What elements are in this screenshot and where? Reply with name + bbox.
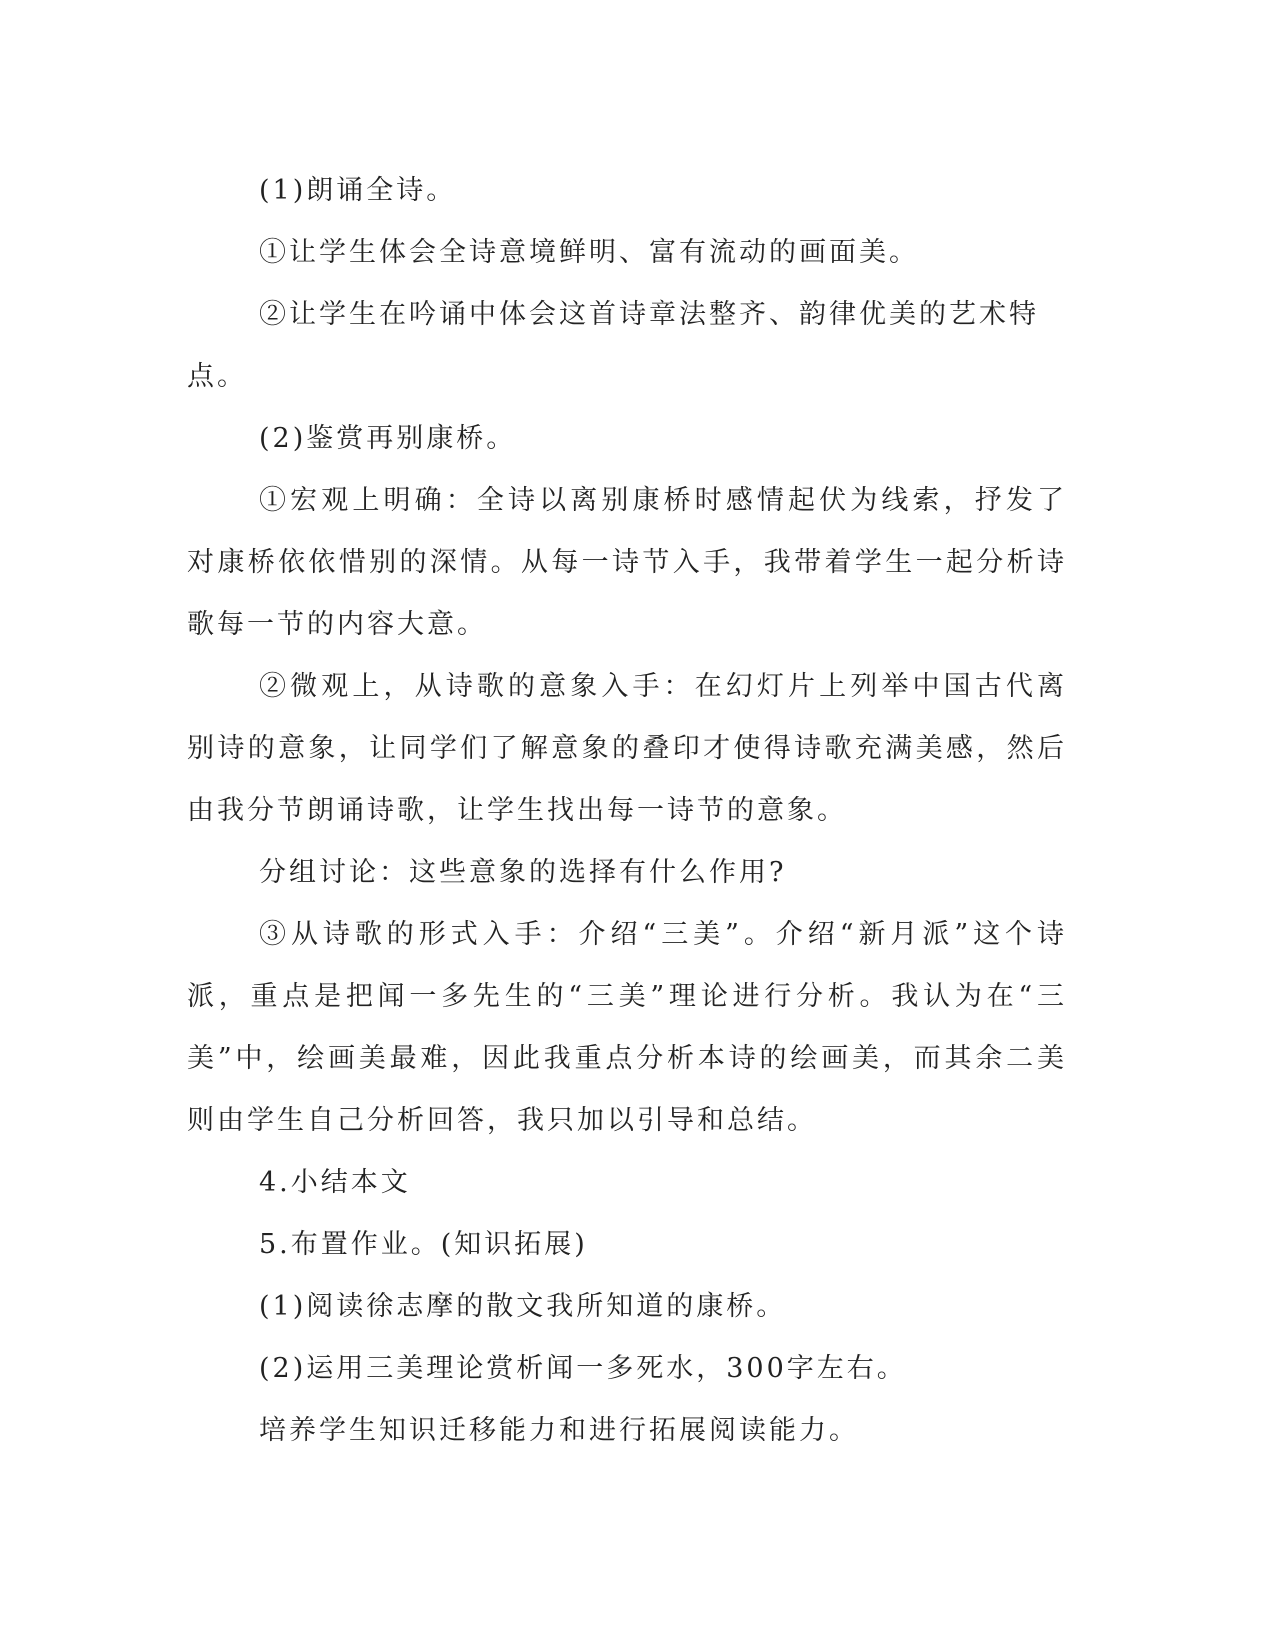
paragraph-homework: 5.布置作业。(知识拓展) [259, 1229, 588, 1260]
paragraph-goal: 培养学生知识迁移能力和进行拓展阅读能力。 [259, 1415, 859, 1446]
paragraph-imagery-beauty: ①让学生体会全诗意境鲜明、富有流动的画面美。 [259, 237, 919, 268]
paragraph-homework-1: (1)阅读徐志摩的散文我所知道的康桥。 [259, 1291, 787, 1322]
paragraph-summary: 4.小结本文 [259, 1167, 411, 1198]
paragraph-macro-view: ①宏观上明确：全诗以离别康桥时感情起伏为线索，抒发了对康桥依依惜别的深情。从每一诗节入手，我带着学生一起分析诗歌每一节的内容大意。 [187, 485, 1067, 640]
paragraph-artistic-features: ②让学生在吟诵中体会这首诗章法整齐、韵律优美的艺术特点。 [187, 299, 1039, 392]
paragraph-micro-view: ②微观上，从诗歌的意象入手：在幻灯片上列举中国古代离别诗的意象，让同学们了解意象的叠印才使得诗歌充满美感，然后由我分节朗诵诗歌，让学生找出每一诗节的意象。 [187, 671, 1067, 826]
paragraph-recite: (1)朗诵全诗。 [259, 175, 457, 206]
paragraph-homework-2: (2)运用三美理论赏析闻一多死水，300字左右。 [259, 1353, 907, 1384]
paragraph-appreciate: (2)鉴赏再别康桥。 [259, 423, 517, 454]
paragraph-form-analysis: ③从诗歌的形式入手：介绍“三美”。介绍“新月派”这个诗派，重点是把闻一多先生的“三美”理论进行分析。我认为在“三美”中，绘画美最难，因此我重点分析本诗的绘画美，而其余二美则由学生自己分析回答，我只加以引导和总结。 [187, 919, 1067, 1136]
paragraph-group-discussion: 分组讨论：这些意象的选择有什么作用? [259, 857, 787, 888]
document-page [187, 160, 1067, 1462]
